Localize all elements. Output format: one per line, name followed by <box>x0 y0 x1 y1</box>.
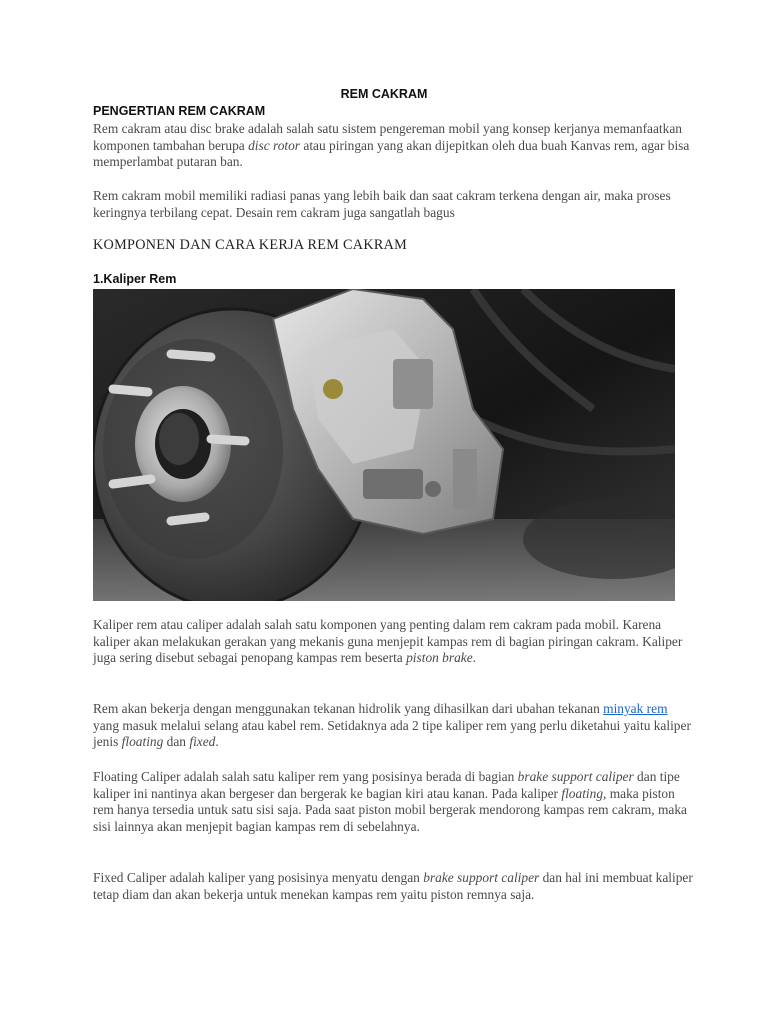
minyak-rem-link[interactable]: minyak rem <box>603 701 668 716</box>
text-span: dan <box>163 734 190 750</box>
text-span: dan tipe kaliper ini nantinya akan bergeser dan bergerak ke bagian kiri atau kanan. Pada kaliper <box>93 769 680 801</box>
document-title: REM CAKRAM <box>340 87 428 101</box>
floating-caliper-paragraph <box>93 769 693 836</box>
text-span: , maka piston rem hanya tersedia untuk satu sisi saja. Pada saat piston mobil bergerak mendorong kampas rem cakram, maka sisi lainnya akan menjepit bagian kampas rem di sebelahnya. <box>93 785 687 835</box>
text-span: . <box>215 734 219 750</box>
intro-paragraph-2: Rem cakram mobil memiliki radiasi panas yang lebih baik dan saat cakram terkena dengan air, maka proses keringnya terbilang cepat. Desain rem cakram juga sangatlah bagus <box>93 188 671 220</box>
intro-paragraph-1 <box>93 121 693 171</box>
section-heading: KOMPONEN DAN CARA KERJA REM CAKRAM <box>93 237 408 253</box>
text-span: Floating Caliper adalah salah satu kaliper rem yang posisinya berada di bagian <box>93 769 518 784</box>
italic-term: floating <box>561 785 604 801</box>
italic-term: brake support caliper <box>517 769 634 784</box>
brake-disc-illustration <box>93 289 675 601</box>
brake-caliper-photo <box>93 289 675 601</box>
italic-term: brake support caliper <box>423 870 540 885</box>
italic-term: piston brake <box>406 650 473 666</box>
italic-term: floating <box>121 734 164 750</box>
text-span: atau piringan yang akan dijepitkan oleh dua buah Kanvas rem, agar bisa memperlambat putaran ban. <box>93 137 690 170</box>
text-span: Fixed Caliper adalah kaliper yang posisinya menyatu dengan <box>93 870 424 885</box>
fixed-caliper-paragraph <box>93 870 693 903</box>
text-span: Rem cakram atau disc brake adalah salah satu sistem pengereman mobil yang konsep kerjanya memanfaatkan komponen tambahan berupa <box>93 121 682 153</box>
text-span: . <box>472 650 477 666</box>
item-heading: 1.Kaliper Rem <box>93 272 177 286</box>
text-span: dan hal ini membuat kaliper tetap diam dan akan bekerja untuk menekan kampas rem yaitu piston remnya saja. <box>93 870 693 902</box>
subtitle-heading: PENGERTIAN REM CAKRAM <box>93 104 266 118</box>
kaliper-paragraph-2 <box>93 701 693 751</box>
text-span: Rem akan bekerja dengan menggunakan tekanan hidrolik yang dihasilkan dari ubahan tekanan <box>93 701 604 716</box>
kaliper-paragraph-1 <box>93 617 693 667</box>
text-span: Kaliper rem atau caliper adalah salah satu komponen yang penting dalam rem cakram pada mobil. Karena kaliper akan melakukan gerakan yang mekanis guna menjepit kampas rem di bagian piringan cakram. Kaliper juga sering disebut sebagai penopang kampas rem beserta <box>93 617 683 666</box>
italic-term: disc rotor <box>248 137 301 153</box>
text-span: yang masuk melalui selang atau kabel rem. Setidaknya ada 2 tipe kaliper rem yang perlu diketahui yaitu kaliper jenis <box>93 717 691 750</box>
italic-term: fixed <box>189 734 216 750</box>
